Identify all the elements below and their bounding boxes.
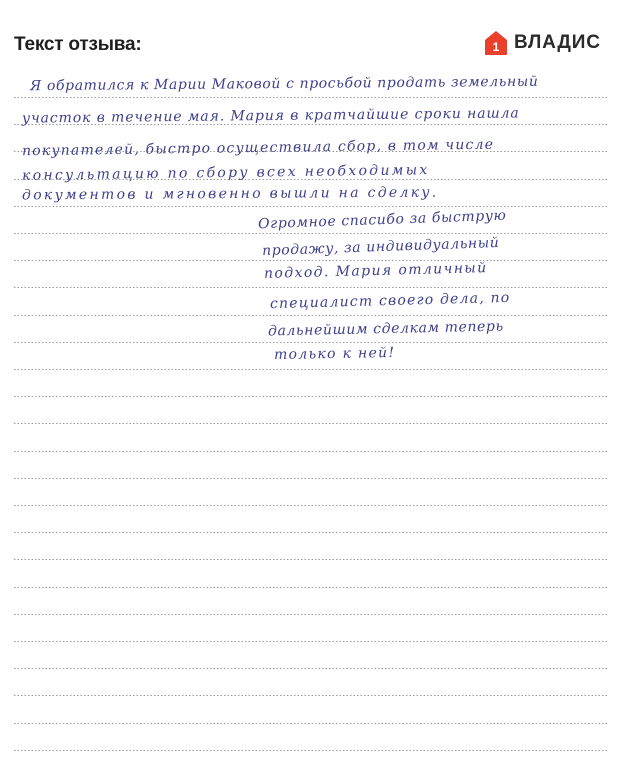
review-line: специалист своего дела, по (269, 289, 511, 313)
review-line: покупателей, быстро осуществила сбор, в том числе (21, 136, 495, 160)
review-line: Я обратился к Марии Маковой с просьбой продать земельный (29, 73, 539, 95)
review-line: продажу, за индивидуальный (261, 234, 500, 260)
brand-name: ВЛАДИС (514, 32, 601, 53)
review-line: документов и мгновенно вышли на сделку. (21, 184, 439, 204)
form-title: Текст отзыва: (14, 34, 142, 55)
review-line: только к ней! (273, 344, 396, 364)
review-line: подход. Мария отличный (263, 260, 488, 282)
review-line: дальнейшим сделкам теперь (267, 318, 504, 340)
review-line: Огромное спасибо за быструю (257, 207, 507, 233)
review-line: участок в течение мая. Мария в кратчайшие сроки нашла (21, 105, 520, 127)
svg-text:1: 1 (492, 40, 500, 54)
review-line: консультацию по сбору всех необходимых (21, 162, 430, 184)
